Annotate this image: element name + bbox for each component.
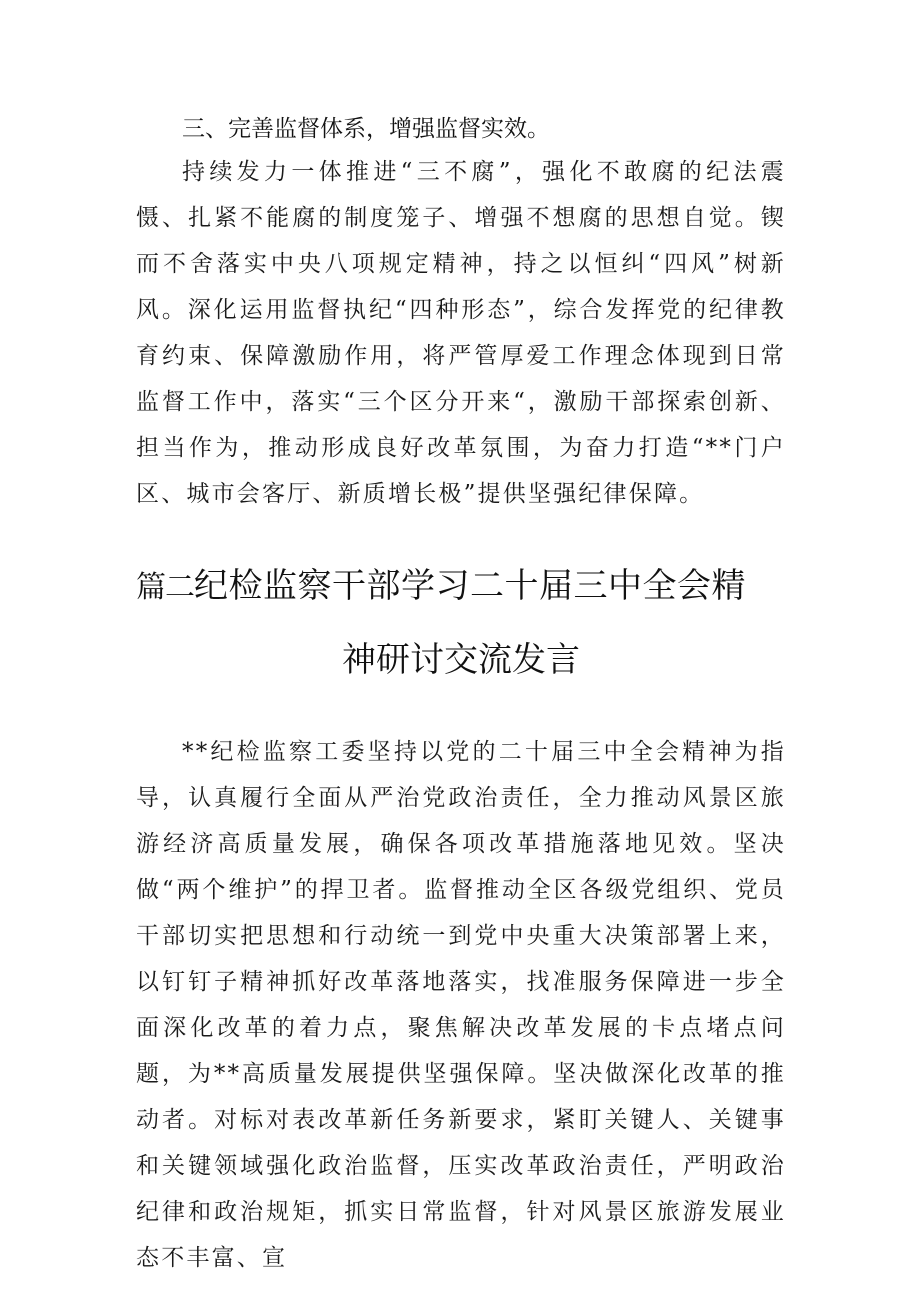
article-title-main: 纪检监察干部学习二十届三中全会精	[194, 566, 746, 606]
article-title-line-2: 神研讨交流发言	[342, 640, 580, 680]
article-title	[136, 560, 786, 686]
article-title-line-1	[136, 560, 786, 614]
section-heading: 三、完善监督体系，增强监督实效。	[182, 116, 550, 142]
article-title-prefix: 篇二	[136, 570, 194, 605]
article-paragraph: **纪检监察工委坚持以党的二十届三中全会精神为指导，认真履行全面从严治党政治责任，全力推动风景区旅游经济高质量发展，确保各项改革措施落地见效。坚决做“两个维护”的捍卫者。监督推动全区各级党组织、党员干部切实把思想和行动统一到党中央重大决策部署上来，以钉钉子精神抓好改革落地落实，找准服务保障进一步全面深化改革的着力点，聚焦解决改革发展的卡点堵点问题，为**高质量发展提供坚强保障。坚决做深化改革的推动者。对标对表改革新任务新要求，紧盯关键人、关键事和关键领域强化政治监督，压实改革政治责任，严明政治纪律和政治规矩，抓实日常监督，针对风景区旅游发展业态不丰富、宣	[136, 739, 786, 1271]
section-paragraph: 持续发力一体推进“三不腐”，强化不敢腐的纪法震慑、扎紧不能腐的制度笼子、增强不想腐的思想自觉。锲而不舍落实中央八项规定精神，持之以恒纠“四风”树新风。深化运用监督执纪“四种形态”，综合发挥党的纪律教育约束、保障激励作用，将严管厚爱工作理念体现到日常监督工作中，落实“三个区分开来“，激励干部探索创新、担当作为，推动形成良好改革氛围，为奋力打造“**门户区、城市会客厅、新质增长极”提供坚强纪律保障。	[136, 159, 786, 507]
